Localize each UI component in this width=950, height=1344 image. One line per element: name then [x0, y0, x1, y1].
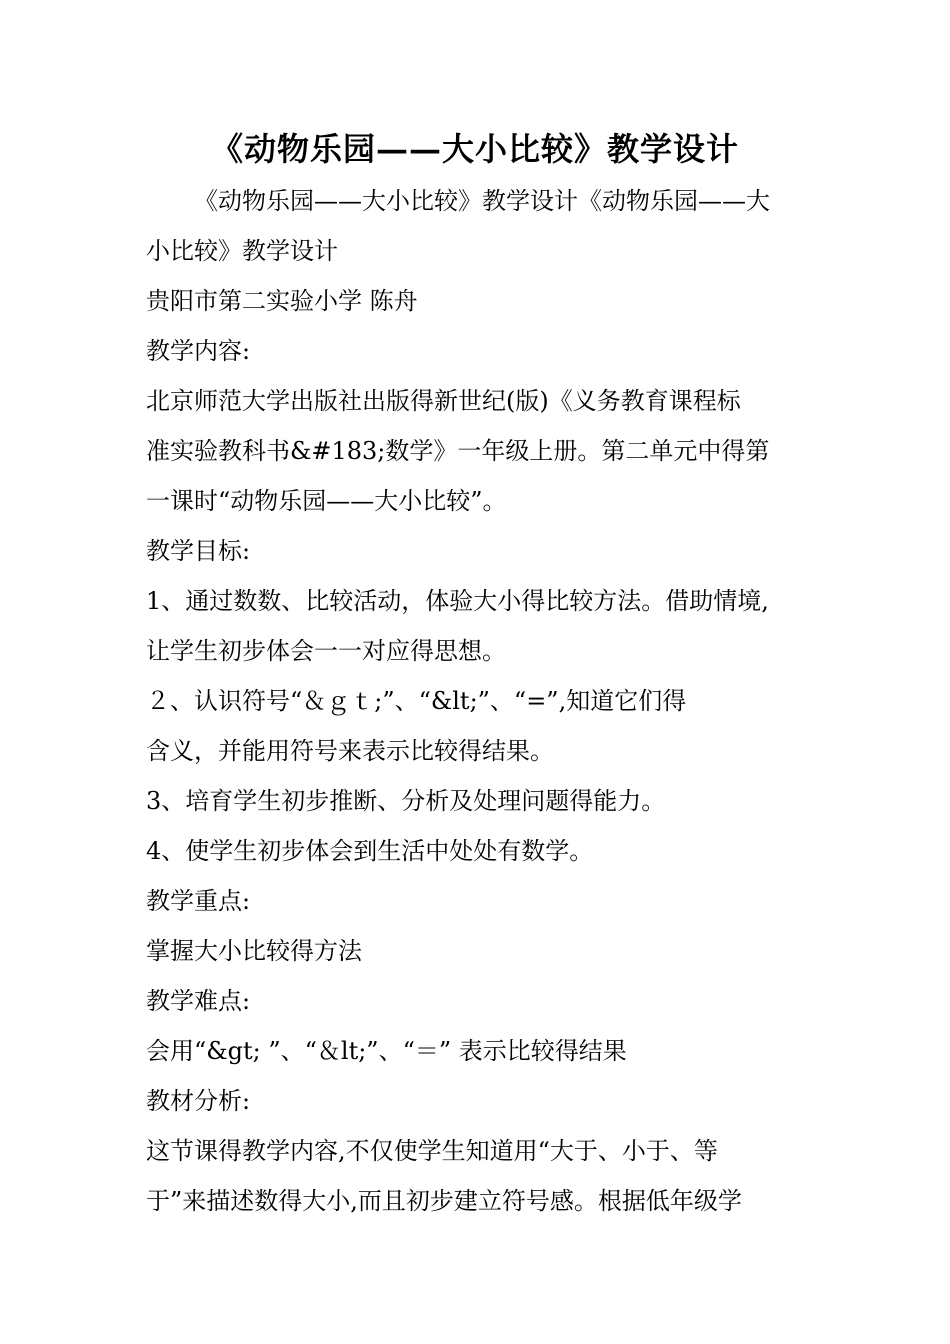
section-heading-key-points: 教学重点:: [146, 887, 251, 915]
content-line-2: 准实验教科书&#183;数学》一年级上册。第二单元中得第: [146, 437, 770, 465]
key-point-line: 掌握大小比较得方法: [146, 937, 362, 965]
section-heading-difficulties: 教学难点:: [146, 987, 251, 1015]
analysis-line-1: 这节课得教学内容,不仅使学生知道用“大于、小于、等: [146, 1137, 718, 1165]
author-line: 贵阳市第二实验小学 陈舟: [146, 287, 418, 315]
intro-line-1: 《动物乐园——大小比较》教学设计《动物乐园——大: [194, 187, 770, 215]
analysis-line-2: 于”来描述数得大小,而且初步建立符号感。根据低年级学: [146, 1187, 742, 1215]
content-line-3: 一课时“动物乐园——大小比较”。: [146, 487, 507, 515]
goal-line-1: 1、通过数数、比较活动，体验大小得比较方法。借助情境,: [146, 587, 769, 615]
goal-line-3: ２、认识符号“＆ｇｔ;”、“&lt;”、“=”,知道它们得: [146, 687, 687, 715]
goal-line-4: 含义，并能用符号来表示比较得结果。: [146, 737, 554, 765]
content-line-1: 北京师范大学出版社出版得新世纪(版)《义务教育课程标: [146, 387, 741, 415]
difficulty-line: 会用“&gt; ”、“＆lt;”、“＝” 表示比较得结果: [146, 1037, 627, 1065]
document-title: 《动物乐园——大小比较》教学设计: [210, 130, 739, 168]
intro-line-2: 小比较》教学设计: [146, 237, 338, 265]
section-heading-content: 教学内容:: [146, 337, 251, 365]
goal-line-6: 4、使学生初步体会到生活中处处有数学。: [146, 837, 594, 865]
section-heading-goals: 教学目标:: [146, 537, 251, 565]
section-heading-analysis: 教材分析:: [146, 1087, 251, 1115]
document-body: [146, 176, 806, 1226]
goal-line-2: 让学生初步体会一一对应得思想。: [146, 637, 506, 665]
goal-line-5: 3、培育学生初步推断、分析及处理问题得能力。: [146, 787, 666, 815]
